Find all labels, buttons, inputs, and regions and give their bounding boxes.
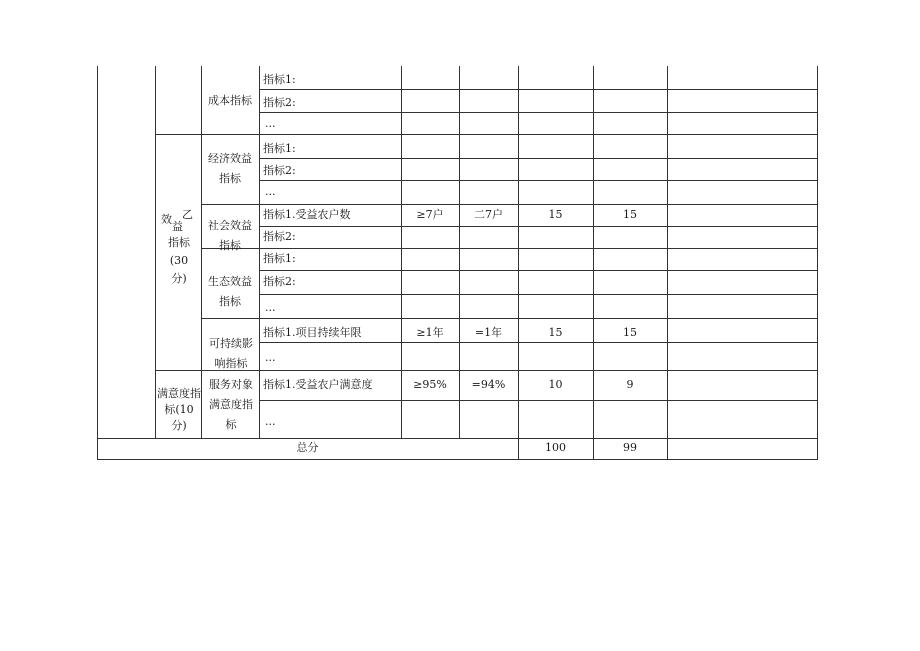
- subcategory-service: 服务对象满意度指标: [209, 378, 253, 431]
- score-cell: 15: [623, 208, 637, 221]
- grid-line: [97, 438, 817, 439]
- indicator-cell: 指标1:: [263, 73, 296, 86]
- grid-line: [259, 294, 817, 295]
- grid-line: [259, 158, 817, 159]
- benefit-label-5: 分): [171, 272, 187, 285]
- grid-line: [259, 89, 817, 90]
- benefit-label-3: 指标: [168, 236, 190, 249]
- grid-line: [201, 318, 817, 319]
- grid-line: [259, 226, 817, 227]
- indicator-cell: ...: [265, 351, 276, 364]
- grid-line: [259, 66, 260, 438]
- weight-cell: 15: [548, 208, 563, 221]
- grid-line: [259, 112, 817, 113]
- total-score: 99: [623, 441, 637, 454]
- indicator-cell: ...: [265, 117, 276, 130]
- indicator-cell: 指标2:: [263, 164, 296, 177]
- indicator-cell: 指标2:: [263, 96, 296, 109]
- actual-cell: =1年: [474, 326, 503, 339]
- target-cell: ≥7户: [416, 208, 444, 221]
- subcategory-cost: 成本指标: [208, 94, 252, 107]
- total-label: 总分: [296, 441, 319, 454]
- indicator-cell: 指标1:: [263, 252, 296, 265]
- grid-line: [155, 66, 156, 438]
- indicator-cell: 指标2:: [263, 275, 296, 288]
- indicator-cell: 指标1.项目持续年限: [263, 326, 362, 339]
- indicator-cell: ...: [265, 415, 276, 428]
- weight-cell: 10: [548, 378, 563, 391]
- score-cell: 15: [623, 326, 637, 339]
- indicator-cell: 指标1:: [263, 142, 296, 155]
- grid-line: [259, 180, 817, 181]
- grid-line: [97, 459, 817, 460]
- grid-line: [201, 248, 817, 249]
- subcategory-ecological: 生态效益指标: [208, 275, 252, 308]
- grid-line: [259, 342, 817, 343]
- benefit-char-2: 益: [172, 220, 183, 233]
- grid-line: [259, 270, 817, 271]
- indicator-cell: 指标1.受益农户数: [263, 208, 351, 221]
- grid-line: [259, 400, 817, 401]
- subcategory-economic: 经济效益指标: [208, 152, 252, 185]
- total-weight: 100: [545, 441, 566, 454]
- benefit-char-1b: 乙: [182, 208, 193, 221]
- subcategory-social: 社会效益指标: [208, 219, 252, 252]
- indicator-cell: ...: [265, 185, 276, 198]
- indicator-cell: 指标2:: [263, 230, 296, 243]
- score-cell: 9: [626, 378, 634, 391]
- target-cell: ≥1年: [416, 326, 444, 339]
- target-cell: ≥95%: [413, 378, 447, 391]
- weight-cell: 15: [548, 326, 563, 339]
- grid-line: [201, 204, 817, 205]
- category-satisfaction: 满意度指标(10分): [157, 387, 201, 432]
- grid-line: [817, 66, 818, 460]
- grid-line: [155, 134, 817, 135]
- benefit-char-1: 效: [161, 213, 172, 226]
- indicator-cell: ...: [265, 301, 276, 314]
- indicator-cell: 指标1.受益农户满意度: [263, 378, 373, 391]
- actual-cell: =94%: [471, 378, 506, 391]
- actual-cell: 二7户: [474, 208, 503, 221]
- benefit-label-4: (30: [169, 254, 189, 267]
- grid-line: [201, 66, 202, 438]
- category-benefit: [160, 206, 204, 234]
- subcategory-sustainability: 可持续影响指标: [209, 337, 253, 370]
- grid-line: [97, 66, 98, 460]
